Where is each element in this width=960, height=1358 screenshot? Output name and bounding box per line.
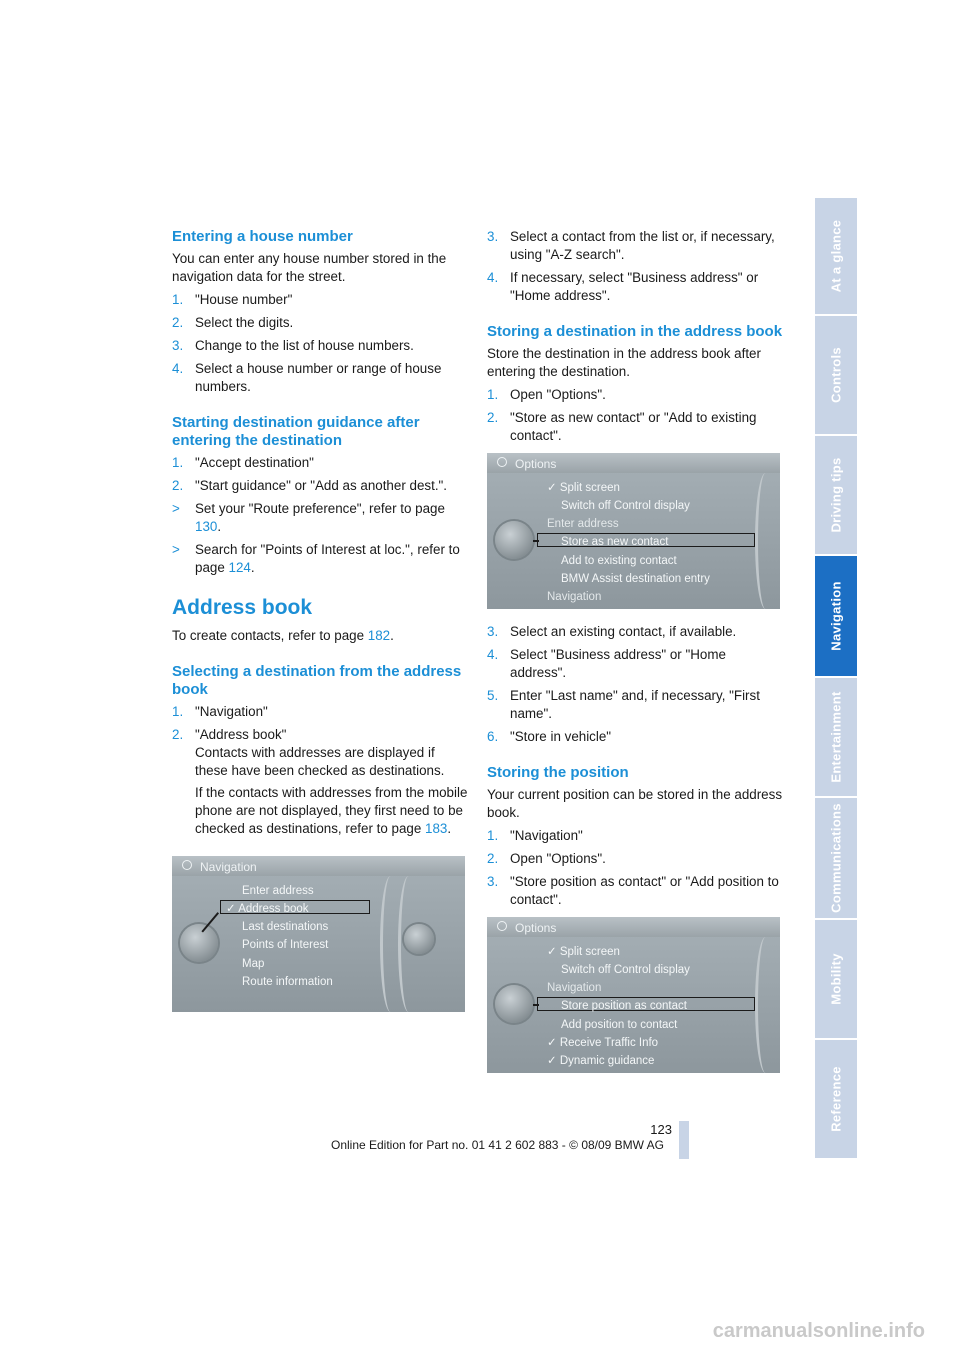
page-link[interactable]: 130	[195, 519, 218, 534]
footer-text: Online Edition for Part no. 01 41 2 602 883 - © 08/09 BMW AG	[330, 1138, 665, 1152]
menu-icon	[497, 457, 507, 467]
section-store-position	[487, 764, 783, 909]
list-item: 4. Select a house number or range of house numbers.	[172, 361, 442, 394]
list-item: 3. "Store position as contact" or "Add position to contact".	[487, 874, 779, 907]
steps-start-guidance	[172, 454, 468, 495]
list-item: 1. Open "Options".	[487, 387, 606, 402]
bullets-start-guidance	[172, 500, 468, 577]
steps-store-destination	[487, 386, 783, 445]
section-house-number	[172, 228, 468, 396]
section-select-destination	[172, 663, 468, 838]
tab-driving-tips[interactable]: Driving tips	[815, 436, 857, 556]
list-item: 1. "Accept destination"	[172, 455, 314, 470]
heading-select-destination: Selecting a destination from the address book	[172, 663, 462, 698]
section-store-destination	[487, 323, 783, 445]
menu-icon	[497, 921, 507, 931]
steps-house-number	[172, 291, 468, 396]
tab-reference[interactable]: Reference	[815, 1040, 857, 1160]
tab-communications[interactable]: Communications	[815, 798, 857, 920]
tab-entertainment[interactable]: Entertainment	[815, 678, 857, 798]
check-icon: ✓	[547, 1055, 557, 1067]
controller-knob-icon	[495, 521, 533, 559]
tab-at-a-glance[interactable]: At a glance	[815, 198, 857, 316]
list-item: 2. "Start guidance" or "Add as another dest.".	[172, 478, 448, 493]
watermark: carmanualsonline.info	[712, 1320, 925, 1342]
heading-start-guidance: Starting destination guidance after entering the destination	[172, 414, 420, 449]
list-item: 2. Open "Options".	[487, 851, 606, 866]
list-item: 3. Select an existing contact, if available.	[487, 624, 737, 639]
intro-address-book: To create contacts, refer to page 182.	[172, 628, 394, 643]
list-item: > Search for "Points of Interest at loc.", refer to page 124.	[172, 542, 460, 575]
heading-store-destination: Storing a destination in the address book	[487, 323, 783, 340]
list-item: 3. Change to the list of house numbers.	[172, 338, 414, 353]
tab-navigation[interactable]: Navigation	[815, 556, 857, 678]
page-link[interactable]: 183	[425, 821, 448, 836]
chapter-tabs	[815, 198, 857, 1160]
list-item: 3. Select a contact from the list or, if necessary, using "A-Z search".	[487, 229, 775, 262]
steps-select-contact	[487, 228, 783, 305]
steps-select-destination	[172, 703, 468, 838]
list-item: 4. If necessary, select "Business address" or "Home address".	[487, 270, 759, 303]
list-item: 5. Enter "Last name" and, if necessary, "First name".	[487, 688, 760, 721]
controller-knob-icon	[180, 924, 218, 962]
page-link[interactable]: 124	[228, 560, 251, 575]
list-item: 2. "Store as new contact" or "Add to existing contact".	[487, 410, 757, 443]
controller-knob-icon	[495, 985, 533, 1023]
tab-mobility[interactable]: Mobility	[815, 920, 857, 1040]
check-icon: ✓	[547, 1037, 557, 1049]
list-item: 2. "Address book" Contacts with addresses are displayed if these have been checked as destinations. If the contacts with addresses from the mobile phone are not displayed, they first need to be checked as destinations, refer to page 183.	[172, 727, 468, 836]
list-item: 2. Select the digits.	[172, 315, 294, 330]
list-item: > Set your "Route preference", refer to page 130.	[172, 501, 445, 534]
list-item: 4. Select "Business address" or "Home address".	[487, 647, 726, 680]
intro-house-number: You can enter any house number stored in the navigation data for the street.	[172, 251, 447, 284]
section-address-book	[172, 595, 468, 645]
list-item: 6. "Store in vehicle"	[487, 729, 612, 744]
check-icon: ✓	[547, 946, 557, 958]
menu-icon	[182, 860, 192, 870]
intro-store-position: Your current position can be stored in the address book.	[487, 787, 783, 820]
intro-store-destination: Store the destination in the address book after entering the destination.	[487, 346, 761, 379]
check-icon: ✓	[547, 482, 557, 494]
list-item: 1. "House number"	[172, 292, 293, 307]
screenshot-options-store-contact: Options ✓ Split screen Switch off Control display Enter address Store as new contact Add to existing contact BMW Assist destination entry Navigation	[487, 453, 780, 609]
list-item: 1. "Navigation"	[172, 704, 268, 719]
section-store-contact-steps	[487, 623, 783, 746]
heading-address-book: Address book	[172, 596, 313, 619]
page-number: 123	[650, 1122, 672, 1137]
section-select-contact	[487, 228, 783, 305]
heading-house-number: Entering a house number	[172, 228, 353, 245]
screenshot-options-store-position: Options ✓ Split screen Switch off Control display Navigation Store position as contact Add position to contact ✓ Receive Traffic Info ✓ Dynamic guidance	[487, 917, 780, 1073]
steps-store-position	[487, 827, 783, 909]
tab-controls[interactable]: Controls	[815, 316, 857, 436]
heading-store-position: Storing the position	[487, 764, 629, 781]
list-item: 1. "Navigation"	[487, 828, 583, 843]
section-start-guidance	[172, 414, 468, 577]
steps-store-contact	[487, 623, 783, 746]
page-link[interactable]: 182	[367, 628, 391, 643]
right-column	[487, 228, 783, 1087]
screenshot-navigation-menu: Navigation Enter address ✓ Address book Last destinations Points of Interest Map Route information	[172, 856, 465, 1012]
left-column	[172, 228, 468, 1026]
